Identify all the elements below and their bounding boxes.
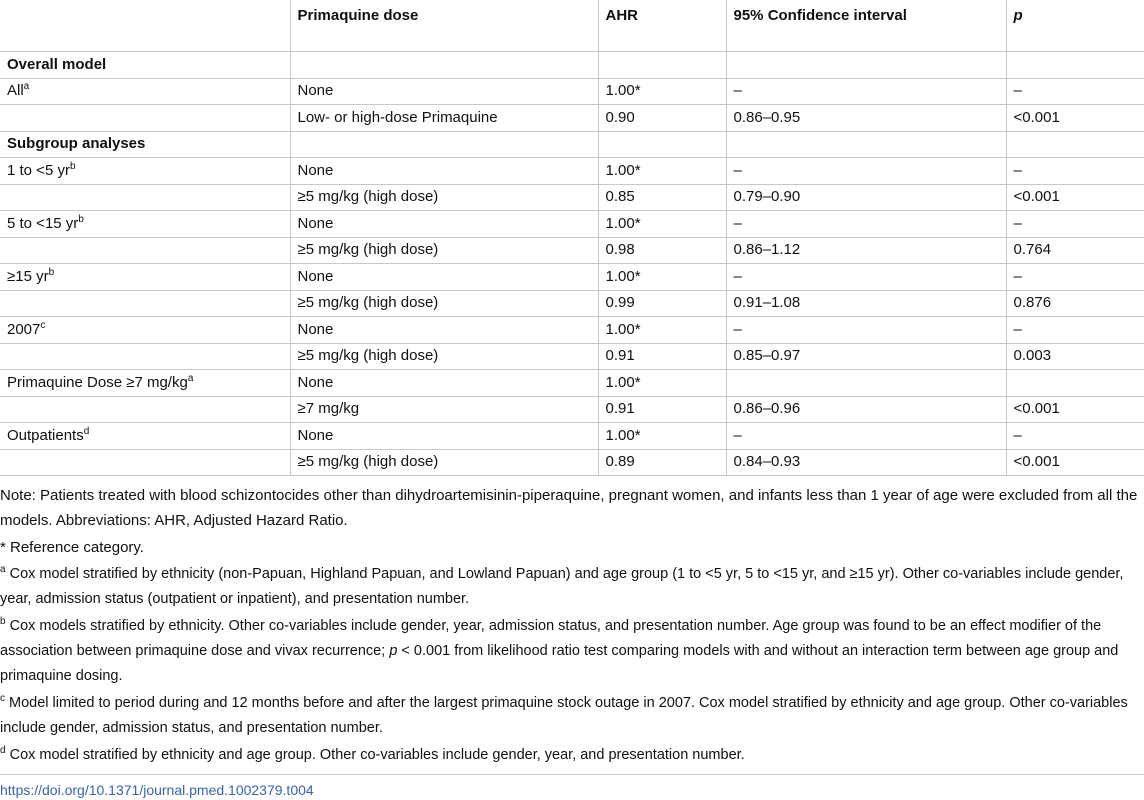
ahr-cell: 1.00* xyxy=(598,370,726,397)
ci-cell xyxy=(726,52,1006,79)
note-a-text: Cox model stratified by ethnicity (non-Papuan, Highland Papuan, and Lowland Papuan) and age group (1 to <5 yr, 5 to <15 yr, and ≥15 yr). Other co-variables include gender, year, admission status (outpatient or inpatient), and presentation number. xyxy=(0,566,1124,607)
note-b xyxy=(0,614,1144,689)
ci-cell: – xyxy=(726,264,1006,291)
row-label xyxy=(0,184,290,211)
ci-cell: 0.86–0.95 xyxy=(726,105,1006,132)
ahr-cell: 0.89 xyxy=(598,449,726,476)
row-label xyxy=(0,158,290,185)
table-row xyxy=(0,131,1144,158)
table-row xyxy=(0,158,1144,185)
table-row xyxy=(0,52,1144,79)
row-label-text: All xyxy=(7,82,24,100)
row-label xyxy=(0,131,290,158)
footnote-marker: b xyxy=(69,160,76,172)
footnote-marker: c xyxy=(40,319,46,331)
header-dose: Primaquine dose xyxy=(290,0,598,52)
note-main: Note: Patients treated with blood schizontocides other than dihydroartemisinin-piperaquine, pregnant women, and infants less than 1 year of age were excluded from all the models. Abbreviations: AHR, Adjusted Hazard Ratio. xyxy=(0,487,1138,529)
ci-cell: 0.79–0.90 xyxy=(726,184,1006,211)
header-p: p xyxy=(1006,0,1144,52)
p-value-cell: – xyxy=(1006,211,1144,238)
ci-cell xyxy=(726,370,1006,397)
row-label-text: Overall model xyxy=(7,55,107,73)
row-label-text: 1 to <5 yr xyxy=(7,161,70,179)
dose-cell: ≥5 mg/kg (high dose) xyxy=(290,449,598,476)
footnote-marker: b xyxy=(78,213,84,225)
p-value-cell: – xyxy=(1006,158,1144,185)
note-d-marker: d xyxy=(0,745,6,757)
footnote-marker: b xyxy=(48,266,55,278)
ci-cell: 0.85–0.97 xyxy=(726,343,1006,370)
ahr-cell: 0.90 xyxy=(598,105,726,132)
ci-cell: – xyxy=(726,211,1006,238)
dose-cell: ≥5 mg/kg (high dose) xyxy=(290,184,598,211)
ci-cell: – xyxy=(726,317,1006,344)
ahr-cell xyxy=(598,52,726,79)
footnote-marker: d xyxy=(83,425,90,437)
dose-cell: ≥7 mg/kg xyxy=(290,396,598,423)
ci-cell: 0.86–1.12 xyxy=(726,237,1006,264)
row-label xyxy=(0,52,290,79)
ci-cell: – xyxy=(726,423,1006,450)
p-value-cell: – xyxy=(1006,78,1144,105)
ci-cell: – xyxy=(726,158,1006,185)
p-value-cell: 0.876 xyxy=(1006,290,1144,317)
row-label-text: Primaquine Dose ≥7 mg/kg xyxy=(7,373,188,391)
header-ahr: AHR xyxy=(598,0,726,52)
p-value-cell: <0.001 xyxy=(1006,105,1144,132)
p-value-cell: – xyxy=(1006,423,1144,450)
table-notes xyxy=(0,476,1144,768)
note-c xyxy=(0,691,1144,741)
note-a xyxy=(0,562,1144,612)
row-label xyxy=(0,396,290,423)
ci-cell: 0.91–1.08 xyxy=(726,290,1006,317)
doi-link[interactable]: https://doi.org/10.1371/journal.pmed.1002379.t004 xyxy=(0,782,314,798)
dose-cell: ≥5 mg/kg (high dose) xyxy=(290,343,598,370)
p-value-cell: 0.764 xyxy=(1006,237,1144,264)
p-value-cell xyxy=(1006,370,1144,397)
footnote-marker: a xyxy=(187,372,194,384)
p-value-cell: <0.001 xyxy=(1006,184,1144,211)
table-row xyxy=(0,449,1144,476)
note-b-marker: b xyxy=(0,616,6,628)
p-value-cell: 0.003 xyxy=(1006,343,1144,370)
p-value-cell: – xyxy=(1006,264,1144,291)
row-label xyxy=(0,343,290,370)
row-label xyxy=(0,211,290,238)
dose-cell: ≥5 mg/kg (high dose) xyxy=(290,237,598,264)
dose-cell xyxy=(290,131,598,158)
note-c-marker: c xyxy=(0,693,5,705)
header-group xyxy=(0,0,290,52)
p-value-cell: <0.001 xyxy=(1006,396,1144,423)
dose-cell: Low- or high-dose Primaquine xyxy=(290,105,598,132)
table-row xyxy=(0,317,1144,344)
note-d xyxy=(0,743,1144,768)
row-label xyxy=(0,423,290,450)
row-label xyxy=(0,317,290,344)
table-row xyxy=(0,370,1144,397)
row-label-text: Subgroup analyses xyxy=(7,135,146,153)
note-b-p: p xyxy=(389,643,398,659)
table-row xyxy=(0,237,1144,264)
table-header-row xyxy=(0,0,1144,52)
ahr-cell: 1.00* xyxy=(598,211,726,238)
ci-cell: 0.86–0.96 xyxy=(726,396,1006,423)
p-value-cell xyxy=(1006,52,1144,79)
ahr-cell: 0.91 xyxy=(598,343,726,370)
p-value-cell xyxy=(1006,131,1144,158)
table-row xyxy=(0,343,1144,370)
table-row xyxy=(0,396,1144,423)
note-reference: * Reference category. xyxy=(0,539,144,556)
row-label-text: Outpatients xyxy=(7,426,84,444)
note-c-text: Model limited to period during and 12 months before and after the largest primaquine stock outage in 2007. Cox model stratified by ethnicity and age group. Other co-variables include gender, admission status, and presentation number. xyxy=(0,695,1128,736)
ci-cell: – xyxy=(726,78,1006,105)
row-label xyxy=(0,290,290,317)
dose-cell: None xyxy=(290,317,598,344)
header-ci: 95% Confidence interval xyxy=(726,0,1006,52)
row-label xyxy=(0,237,290,264)
ahr-cell: 1.00* xyxy=(598,264,726,291)
ahr-cell: 1.00* xyxy=(598,78,726,105)
dose-cell: None xyxy=(290,423,598,450)
ahr-cell: 1.00* xyxy=(598,423,726,450)
p-value-cell: – xyxy=(1006,317,1144,344)
dose-cell: None xyxy=(290,158,598,185)
row-label xyxy=(0,78,290,105)
row-label-text: ≥15 yr xyxy=(7,267,49,285)
ahr-cell: 1.00* xyxy=(598,317,726,344)
note-b-text-1: Cox models stratified by ethnicity. Other co-variables include gender, year, admission status, and presentation number. Age group was found to be an effect modifier of the association between primaquine dose and vivax recurrence; xyxy=(0,618,1102,659)
row-label xyxy=(0,449,290,476)
note-a-marker: a xyxy=(0,564,6,576)
ci-cell: 0.84–0.93 xyxy=(726,449,1006,476)
dose-cell: ≥5 mg/kg (high dose) xyxy=(290,290,598,317)
p-value-cell: <0.001 xyxy=(1006,449,1144,476)
dose-cell: None xyxy=(290,370,598,397)
dose-cell: None xyxy=(290,211,598,238)
row-label-text: 2007 xyxy=(7,320,41,338)
table-body xyxy=(0,52,1144,476)
ahr-cell: 1.00* xyxy=(598,158,726,185)
note-d-text: Cox model stratified by ethnicity and age group. Other co-variables include gender, year, and presentation number. xyxy=(5,747,745,763)
ahr-cell: 0.91 xyxy=(598,396,726,423)
row-label-text: 5 to <15 yr xyxy=(7,214,79,232)
dose-cell: None xyxy=(290,78,598,105)
dose-cell xyxy=(290,52,598,79)
ci-cell xyxy=(726,131,1006,158)
footnote-marker: a xyxy=(23,81,30,93)
row-label xyxy=(0,370,290,397)
table-row xyxy=(0,423,1144,450)
row-label xyxy=(0,264,290,291)
note-b-text-2: < 0.001 from likelihood ratio test comparing models with and without an interaction term between age group and primaquine dosing. xyxy=(0,643,1119,684)
table-row xyxy=(0,78,1144,105)
table-row xyxy=(0,290,1144,317)
ahr-cell: 0.85 xyxy=(598,184,726,211)
table-row xyxy=(0,264,1144,291)
table-row xyxy=(0,184,1144,211)
table-row xyxy=(0,211,1144,238)
dose-cell: None xyxy=(290,264,598,291)
ahr-cell: 0.98 xyxy=(598,237,726,264)
ahr-cell xyxy=(598,131,726,158)
table-row xyxy=(0,105,1144,132)
ahr-cell: 0.99 xyxy=(598,290,726,317)
row-label xyxy=(0,105,290,132)
